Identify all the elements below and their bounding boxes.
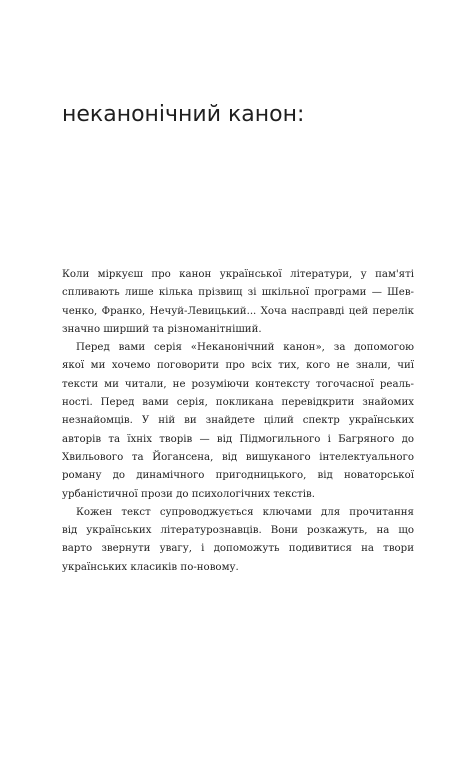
text-line: українських класиків по-новому.: [62, 561, 239, 573]
body-text: [62, 266, 414, 577]
text-line: Коли міркуєш про канон української літератури, у пам'яті: [62, 269, 414, 280]
text-line: значно ширший та різноманітніший.: [62, 323, 262, 335]
text-line: Перед вами серія «Неканонічний канон», за допомогою: [76, 342, 414, 354]
paragraph-2: [62, 339, 414, 504]
text-line: незнайомців. У ній ви знайдете цілий спектр українських: [62, 415, 414, 427]
paragraph-3: [62, 504, 414, 577]
page-title: неканонічний канон:: [62, 102, 305, 127]
text-line: ності. Перед вами серія, покликана перевідкрити знайомих: [62, 397, 414, 409]
text-line: варто звернути увагу, і допоможуть подивитися на твори: [62, 543, 414, 555]
text-line: якої ми хочемо поговорити про всіх тих, кого не знали, чиї: [62, 360, 414, 372]
text-line: Хвильового та Йогансена, від вишуканого інтелектуального: [62, 451, 414, 463]
text-line: від українських літературознавців. Вони розкажуть, на що: [62, 525, 414, 537]
text-line: тексти ми читали, не розуміючи контексту тогочасної реаль-: [62, 378, 414, 390]
text-line: авторів та їхніх творів — від Підмогильного і Багряного до: [62, 433, 414, 445]
paragraph-1: [62, 266, 414, 339]
text-line: Кожен текст супроводжується ключами для прочитання: [76, 506, 414, 518]
text-line: урбаністичної прози до психологічних текстів.: [62, 488, 316, 500]
text-line: ченко, Франко, Нечуй-Левицький... Хоча насправді цей перелік: [62, 305, 414, 317]
text-line: роману до динамічного пригодницького, від новаторської: [62, 470, 414, 482]
text-line: спливають лише кілька прізвищ зі шкільної програми — Шев-: [62, 287, 414, 299]
